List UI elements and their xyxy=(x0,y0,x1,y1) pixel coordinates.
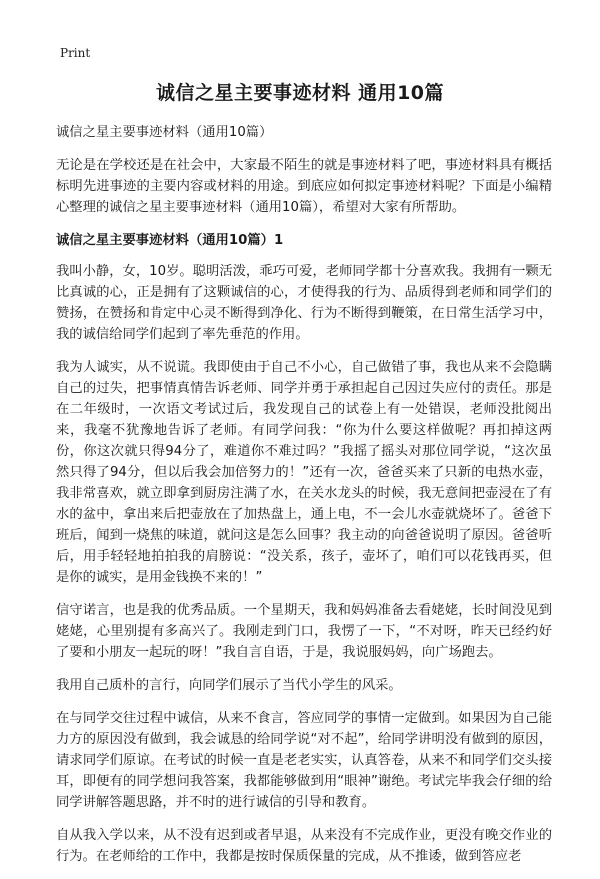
page-title: 诚信之星主要事迹材料 通用10篇 xyxy=(155,82,445,104)
body-paragraph: 我叫小静，女，10岁。聪明活泼，乖巧可爱，老师同学都十分喜欢我。我拥有一颗无比真诚的心，正是拥有了这颗诚信的心，才使得我的行为、品质得到老师和同学们的赞扬，在赞扬和肯定中心灵不断得到净化、行为不断得到鞭策，在日常生活学习中，我的诚信给同学们起到了率先垂范的作用。 xyxy=(56,264,552,342)
print-link[interactable]: Print xyxy=(60,46,91,60)
article-subtitle: 诚信之星主要事迹材料（通用10篇） xyxy=(56,125,273,140)
body-paragraph: 自从我入学以来，从不没有迟到或者早退，从来没有不完成作业，更没有晚交作业的行为。在老师给的工作中，我都是按时保质保量的完成，从不推诿，做到答应老 xyxy=(56,828,552,864)
body-paragraph: 我为人诚实，从不说谎。我即使由于自己不小心，自己做错了事，我也从来不会隐瞒自己的过失，把事情真情告诉老师、同学并勇于承担起自己因过失应付的责任。那是在二年级时，一次语文考试过后，我发现自己的试卷上有一处错误，老师没批阅出来，我毫不犹豫地告诉了老师。有同学问我：“你为什么要这样做呢？再扣掉这两份，你这次就只得94分了，难道你不难过吗？”我摇了摇头对那位同学说，“这次虽然只得了94分，但以后我会加倍努力的！”还有一次，爸爸买来了只新的电热水壶，我非常喜欢，就立即拿到厨房注满了水，在关水龙头的时候，我无意间把壶浸在了有水的盆中，拿出来后把壶放在了加热盘上，通上电，不一会儿水壶就烧坏了。爸爸下班后，闻到一烧焦的味道，就问这是怎么回事？我主动的向爸爸说明了原因。爸爸听后，用手轻轻地拍拍我的肩膀说：“没关系，孩子，壶坏了，咱们可以花钱再买，但是你的诚实，是用金钱换不来的！” xyxy=(56,360,552,585)
intro-paragraph: 无论是在学校还是在社会中，大家最不陌生的就是事迹材料了吧，事迹材料具有概括标明先进事迹的主要内容或材料的用途。到底应如何拟定事迹材料呢？下面是小编精心整理的诚信之星主要事迹材料（通用10篇），希望对大家有所帮助。 xyxy=(56,158,552,215)
article-body xyxy=(56,122,552,879)
body-paragraph: 我用自己质朴的言行，向同学们展示了当代小学生的风采。 xyxy=(56,678,402,693)
body-paragraph: 在与同学交往过程中诚信，从来不食言，答应同学的事情一定做到。如果因为自己能力方的原因没有做到，我会诚恳的给同学说“对不起”，给同学讲明没有做到的原因，请求同学们原谅。在考试的时候一直是老老实实，认真答卷，从来不和同学们交头接耳，即便有的同学想问我答案，我都能够做到用“眼神”谢绝。考试完毕我会仔细的给同学讲解答题思路，并不时的进行诚信的引导和教育。 xyxy=(56,711,552,810)
section-heading: 诚信之星主要事迹材料（通用10篇）1 xyxy=(56,233,284,248)
body-paragraph: 信守诺言，也是我的优秀品质。一个星期天，我和妈妈准备去看姥姥，长时间没见到姥姥，心里别提有多高兴了。我刚走到门口，我愣了一下，“不对呀，昨天已经约好了要和小朋友一起玩的呀！”我自言自语，于是，我说服妈妈，向广场跑去。 xyxy=(56,603,552,660)
